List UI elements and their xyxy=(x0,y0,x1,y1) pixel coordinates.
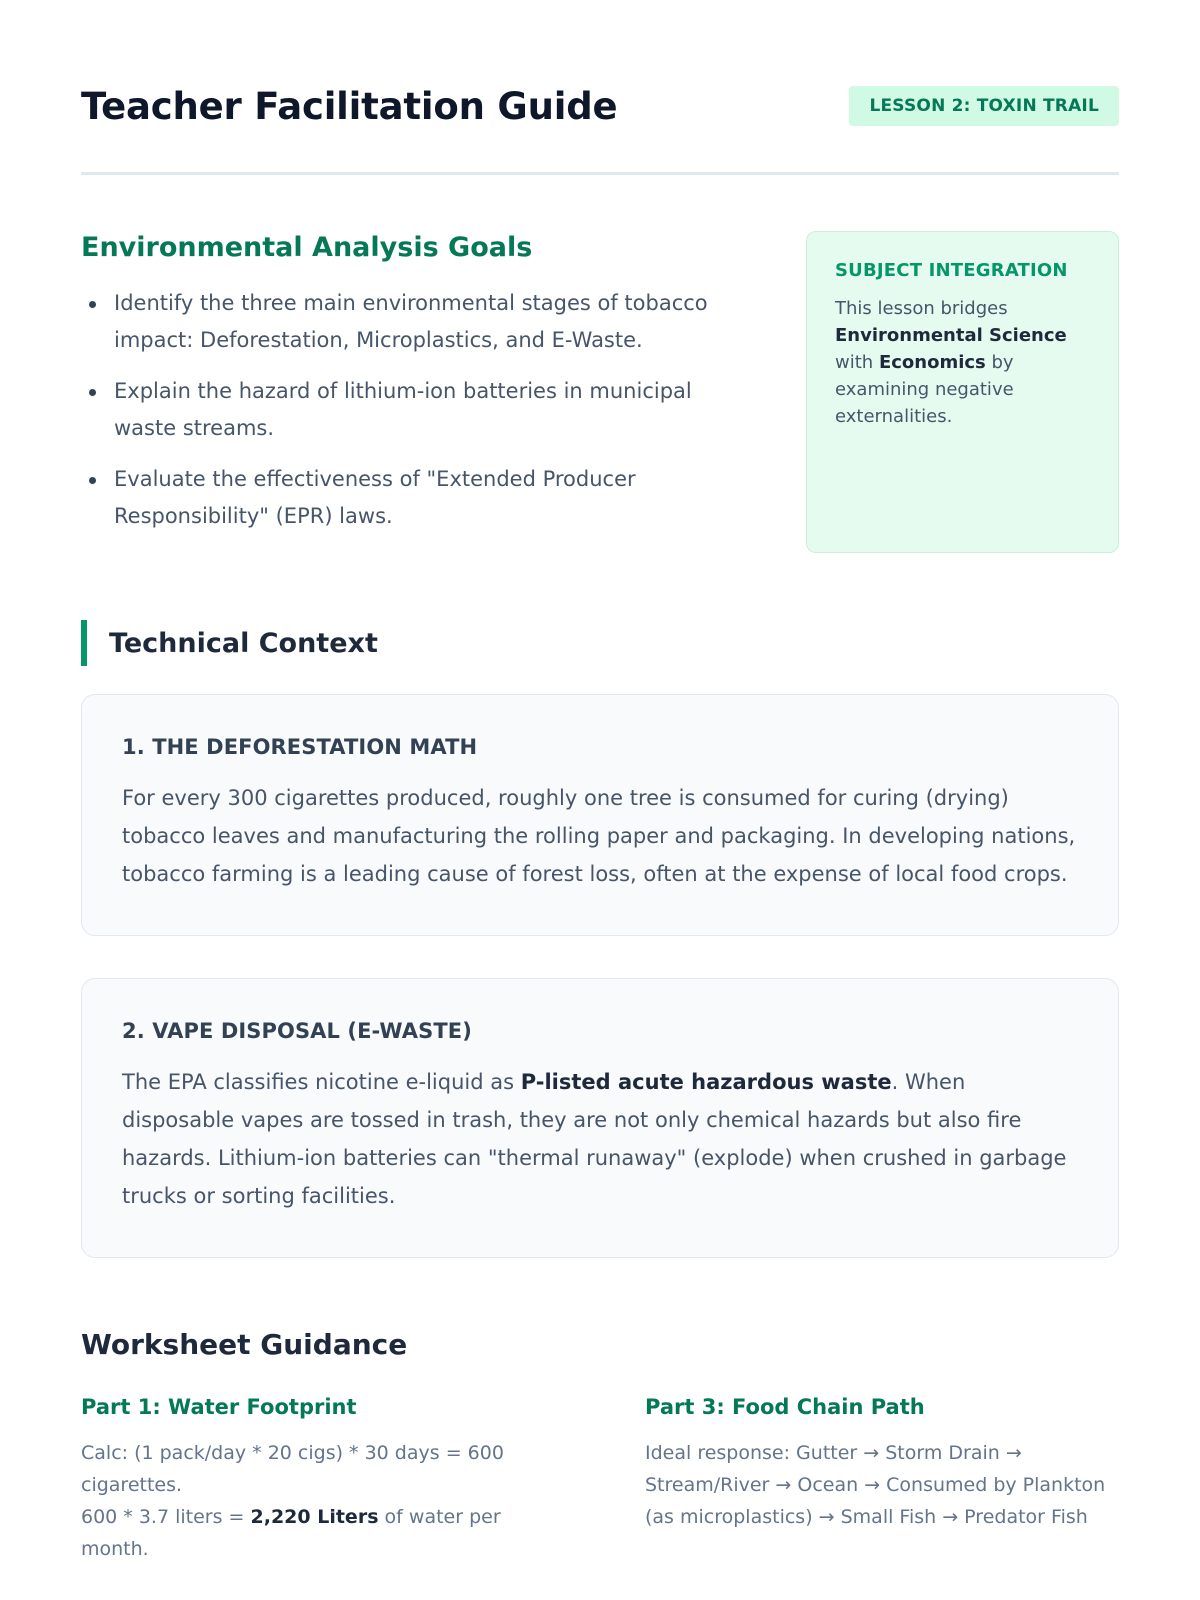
worksheet-part-1 xyxy=(81,1395,555,1565)
part-1-title: Part 1: Water Footprint xyxy=(81,1395,357,1419)
card-title: 2. VAPE DISPOSAL (E-WASTE) xyxy=(122,1019,472,1043)
part-1-line-2b: of water per month. xyxy=(81,1506,501,1560)
part-1-line-2a: 600 * 3.7 liters = xyxy=(81,1506,245,1528)
deforestation-card xyxy=(81,694,1119,936)
card-title: 1. THE DEFORESTATION MATH xyxy=(122,735,478,759)
lesson-badge: LESSON 2: TOXIN TRAIL xyxy=(849,86,1119,126)
section-accent-bar xyxy=(81,620,87,666)
goals-title: Environmental Analysis Goals xyxy=(81,232,533,263)
worksheet-guidance-title: Worksheet Guidance xyxy=(81,1328,408,1361)
part-1-line-1: Calc: (1 pack/day * 20 cigs) * 30 days = 600 cigarettes. xyxy=(81,1442,504,1496)
vape-disposal-card xyxy=(81,978,1119,1258)
part-1-line-2-bold: 2,220 Liters xyxy=(250,1506,379,1528)
goals-list xyxy=(81,285,741,535)
card-text: For every 300 cigarettes produced, roughly one tree is consumed for curing (drying) tobacco leaves and manufacturing the rolling paper and packaging. In developing nations, tobacco farming is a leading cause of forest loss, often at the expense of local food crops. xyxy=(122,786,1076,886)
technical-context-heading xyxy=(81,620,1119,666)
card-text xyxy=(122,1063,1078,1215)
part-3-title: Part 3: Food Chain Path xyxy=(645,1395,925,1419)
goal-item: Evaluate the effectiveness of "Extended Producer Responsibility" (EPR) laws. xyxy=(81,461,741,535)
part-3-text: Ideal response: Gutter → Storm Drain → Stream/River → Ocean → Consumed by Plankton (as microplastics) → Small Fish → Predator Fish xyxy=(645,1442,1106,1528)
card-text-part: The EPA classifies nicotine e-liquid as xyxy=(122,1070,515,1094)
header-divider xyxy=(81,172,1119,175)
subject-text-2: with xyxy=(835,352,874,373)
subject-text-1: This lesson bridges xyxy=(835,298,1008,319)
technical-context-title: Technical Context xyxy=(109,627,378,659)
subject-bold-1: Environmental Science xyxy=(835,325,1067,346)
part-1-text xyxy=(81,1437,555,1565)
card-text-part: . When disposable vapes are tossed in trash, they are not only chemical hazards but also fire hazards. Lithium-ion batteries can "thermal runaway" (explode) when crushed in garbage trucks or sorting facilities. xyxy=(122,1070,1067,1208)
goals-row xyxy=(81,231,1119,553)
worksheet-grid xyxy=(81,1395,1119,1565)
subject-integration-text xyxy=(835,295,1090,430)
page-title: Teacher Facilitation Guide xyxy=(81,84,618,128)
goal-item: Identify the three main environmental stages of tobacco impact: Deforestation, Microplastics, and E-Waste. xyxy=(81,285,741,359)
goal-item: Explain the hazard of lithium-ion batteries in municipal waste streams. xyxy=(81,373,741,447)
goals-section xyxy=(81,231,741,553)
subject-bold-2: Economics xyxy=(878,352,986,373)
subject-integration-box xyxy=(806,231,1119,553)
worksheet-part-3 xyxy=(645,1395,1119,1565)
subject-integration-heading: SUBJECT INTEGRATION xyxy=(835,260,1068,281)
subject-text-3: by examining negative externalities. xyxy=(835,352,1014,427)
page-header xyxy=(81,80,1119,132)
card-text-bold: P-listed acute hazardous waste xyxy=(520,1070,892,1094)
